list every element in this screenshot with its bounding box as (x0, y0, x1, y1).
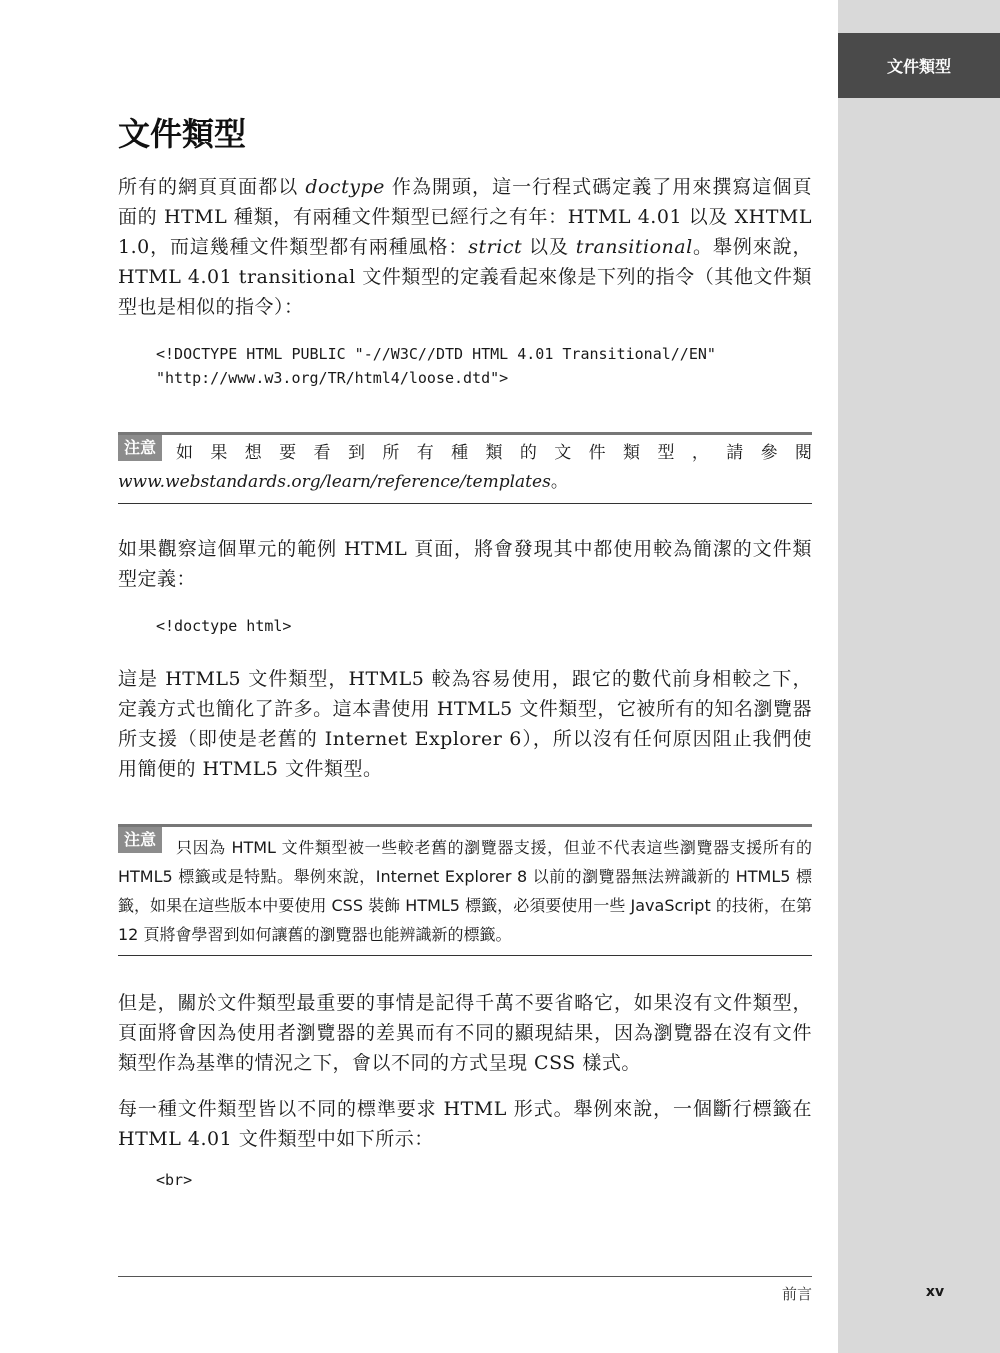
note-box (118, 824, 812, 956)
text: 。舉例來說，HTML 4.01 transitional 文件類型的定義看起來像是下列的指令（其他文件類型也是相似的指令）： (118, 236, 812, 318)
section-thumb-tab: 文件類型 (838, 33, 1000, 98)
transitional-term: transitional (575, 236, 693, 258)
code-block-doctype-html5: <!doctype html> (156, 617, 292, 635)
strict-term: strict (468, 236, 523, 258)
page-number: xv (925, 1284, 945, 1300)
code-block-br: <br> (156, 1171, 193, 1189)
paragraph-standards: 每一種文件類型皆以不同的標準要求 HTML 形式。舉例來說，一個斷行標籤在 HTML 4.01 文件類型中如下所示： (118, 1098, 812, 1150)
reference-link[interactable]: www.webstandards.org/learn/reference/templates (118, 472, 551, 492)
note-end: 。 (550, 472, 568, 492)
footer-divider (118, 1276, 812, 1277)
note-tag: 注意 (118, 435, 162, 461)
page-title: 文件類型 (118, 115, 247, 153)
note-body: 如果想要看到所有種類的文件類型，請參閱 (176, 443, 812, 463)
doctype-term: doctype (305, 176, 385, 198)
note-text (118, 435, 812, 503)
paragraph-observe: 如果觀察這個單元的範例 HTML 頁面，將會發現其中都使用較為簡潔的文件類型定義： (118, 538, 812, 590)
note-text: 只因為 HTML 文件類型被一些較老舊的瀏覽器支援，但並不代表這些瀏覽器支援所有的 HTML5 標籤或是特點。舉例來說，Internet Explorer 8 以前的瀏覽器無法辨識新的 HTML5 標籤，如果在這些版本中要使用 CSS 裝飾 HTML5 標籤，必須要使用一些 JavaScript 的技術，在第 12 頁將會學習到如何讓舊的瀏覽器也能辨識新的標籤。 (118, 838, 812, 944)
note-box (118, 432, 812, 504)
code-block-doctype-401: <!DOCTYPE HTML PUBLIC "-//W3C//DTD HTML 4.01 Transitional//EN" "http://www.w3.org/TR/html4/loose.dtd"> (156, 345, 716, 387)
sidebar-margin (838, 0, 1000, 1353)
main-content (118, 112, 812, 1192)
paragraph-intro (118, 172, 812, 322)
note-tag: 注意 (118, 827, 162, 853)
paragraph-html5: 這是 HTML5 文件類型，HTML5 較為容易使用，跟它的數代前身相較之下，定義方式也簡化了許多。這本書使用 HTML5 文件類型，它被所有的知名瀏覽器所支援（即使是老舊的 Internet Explorer 6），所以沒有任何原因阻止我們使用簡便的 HTML5 文件類型。 (118, 668, 812, 780)
text: 所有的網頁頁面都以 (118, 176, 306, 198)
text: 作為開頭，這一行程式碼定義了用來撰寫這個頁面的 HTML 種類，有兩種文件類型已經行之有年：HTML 4.01 以及 XHTML 1.0，而這幾種文件類型都有兩種風格： (118, 176, 812, 258)
paragraph-important: 但是，關於文件類型最重要的事情是記得千萬不要省略它，如果沒有文件類型，頁面將會因為使用者瀏覽器的差異而有不同的顯現結果，因為瀏覽器在沒有文件類型作為基準的情況之下，會以不同的方式呈現 CSS 樣式。 (118, 992, 812, 1074)
footer-section-label: 前言 (781, 1285, 812, 1303)
text: 以及 (522, 236, 576, 258)
